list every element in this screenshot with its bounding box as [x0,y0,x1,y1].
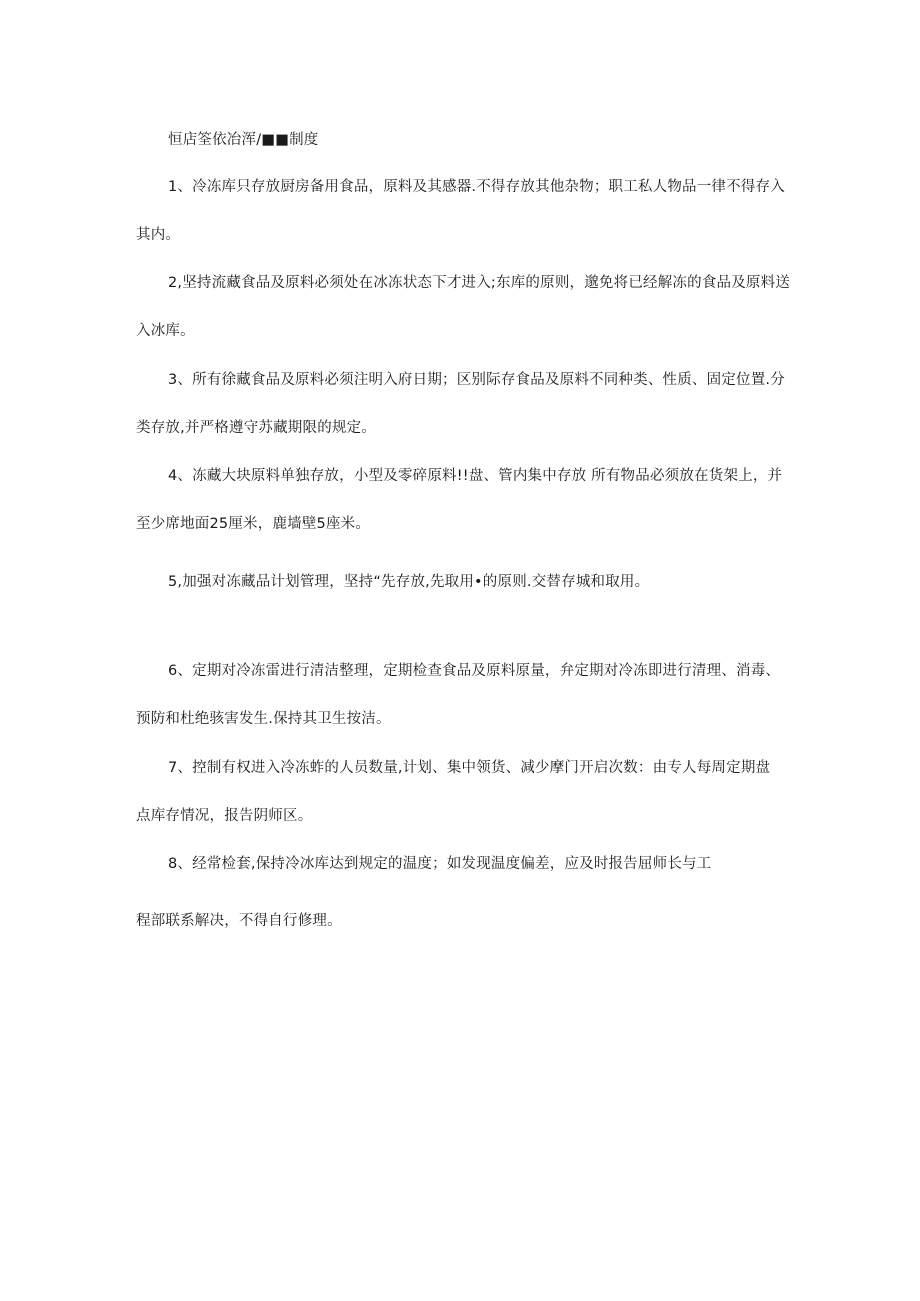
paragraph-8-line-1: 8、经常检套,保持冷冰库达到规定的温度；如发现温度偏差，应及时报告屈师长与工 [168,856,712,872]
paragraph-3-line-1: 3、所有徐藏食品及原料必须注明入府日期；区别际存食品及原料不同种类、性质、固定位置.分 [168,372,785,388]
paragraph-3-line-2: 类存放,并严格遵守苏藏期限的规定。 [136,420,377,436]
paragraph-7-line-1: 7、控制有权进入冷冻蚱的人员数量,计划、集中领货、减少摩门开启次数：由专人每周定期盘 [168,760,771,776]
paragraph-1-line-1: 1、冷冻库只存放厨房备用食品，原料及其感器.不得存放其他杂物；职工私人物品一律不得存入 [168,179,785,195]
paragraph-8-line-2: 程部联系解决，不得自行修理。 [136,913,342,929]
paragraph-6-line-2: 预防和杜绝骇害发生.保持其卫生按洁。 [136,711,391,727]
paragraph-1-line-2: 其内。 [136,227,181,243]
paragraph-4-line-2: 至少席地面25厘米，鹿墙壁5座米。 [136,516,371,532]
document-title: 恒店筌依冶浑/■■制度 [168,132,319,148]
paragraph-2-line-2: 入冰库。 [136,323,195,339]
paragraph-2-line-1: 2,坚持流藏食品及原料必须处在冰冻状态下才进入;东库的原则，邈免将已经解冻的食品及原料送 [168,275,791,291]
paragraph-6-line-1: 6、定期对冷冻雷进行清洁整理，定期检查食品及原料原量，弁定期对冷冻即进行清理、消毒、 [168,663,781,679]
paragraph-7-line-2: 点库存情况，报告阴师区。 [136,808,313,824]
paragraph-5-line-1: 5,加强对冻藏品计划管理，坚持“先存放,先取用•的原则.交替存城和取用。 [168,574,650,590]
paragraph-4-line-1: 4、冻藏大块原料单独存放，小型及零碎原料!!盘、管内集中存放 所有物品必须放在货架上，并 [168,468,783,484]
